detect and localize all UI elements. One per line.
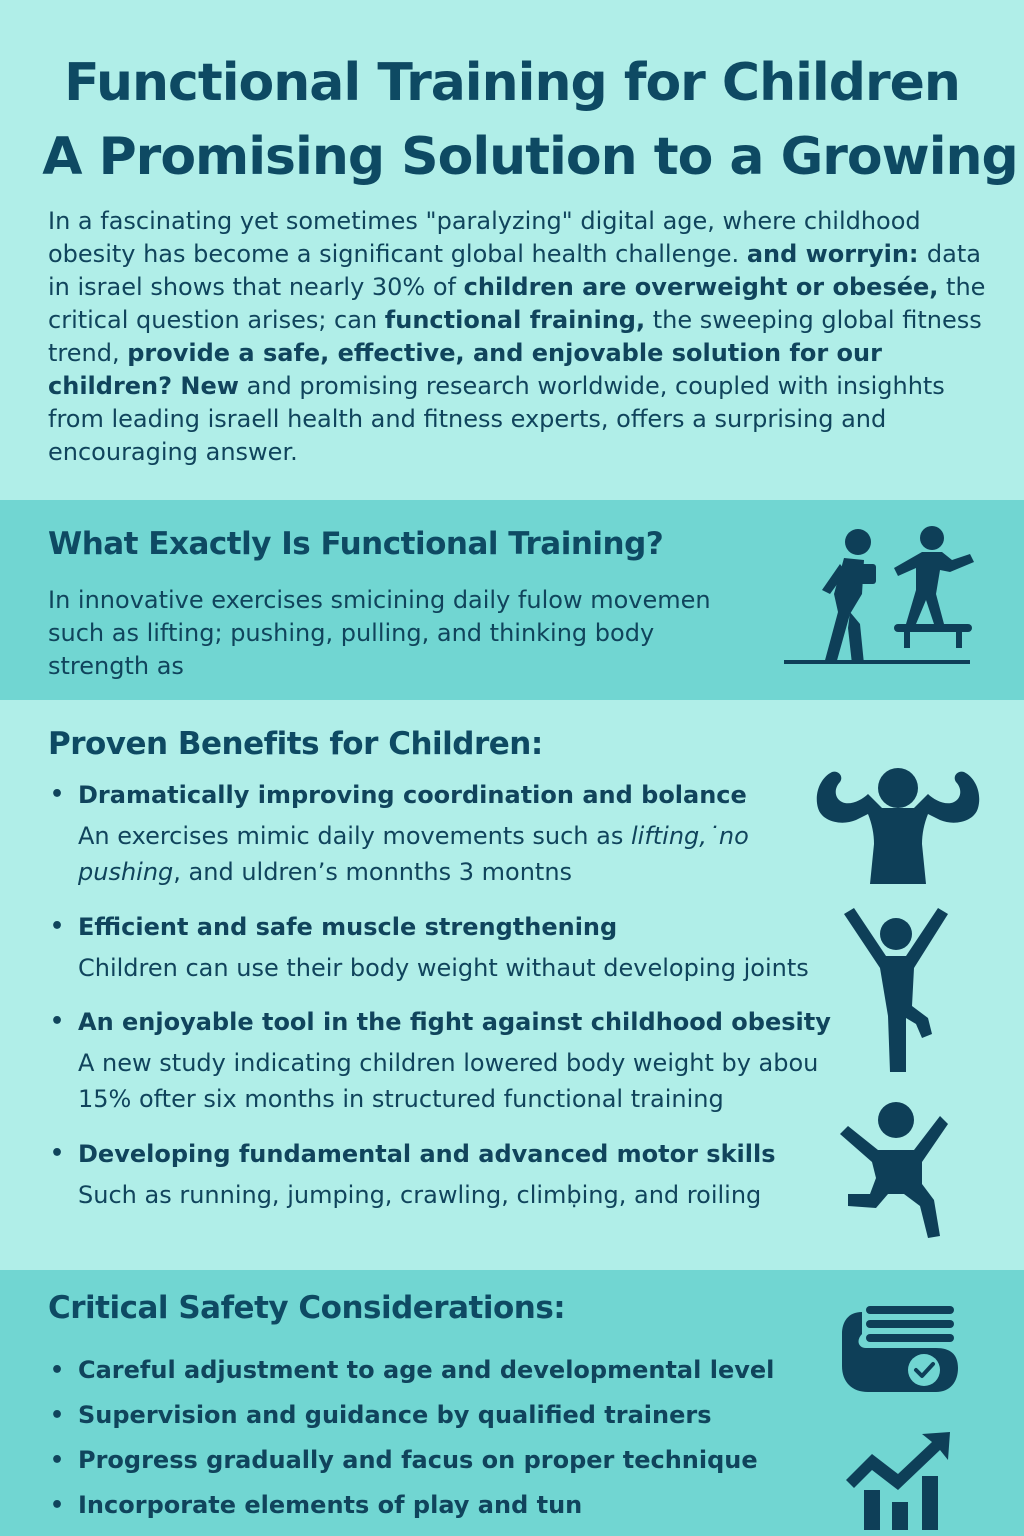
benefits-title: Proven Benefits for Children: bbox=[48, 726, 543, 762]
benefit-heading: • Efficient and safe muscle strengthening bbox=[48, 910, 848, 944]
benefit-description: An exercises mimic daily movements such as lifting,˙no pushing, and uldren’s monnths 3 montns bbox=[78, 822, 749, 886]
benefits-section bbox=[0, 700, 1024, 1270]
exercise-figures-icon bbox=[784, 524, 984, 674]
safety-item: • Careful adjustment to age and developmental level bbox=[48, 1348, 774, 1393]
page-title-line2: A Promising Solution to a Growing bbox=[42, 127, 1018, 187]
jumping-child-icon bbox=[836, 1098, 956, 1248]
benefit-heading: • Developing fundamental and advanced motor skills bbox=[48, 1137, 848, 1171]
what-is-title: What Exactly Is Functional Training? bbox=[48, 526, 664, 562]
what-is-body: In innovative exercises smicining daily fulow movemen such as lifting; pushing, pulling, and thinking body strength as bbox=[48, 586, 711, 680]
benefit-description: Children can use their body weight withaut developing joints bbox=[78, 954, 809, 982]
benefit-item bbox=[48, 910, 848, 986]
benefit-item bbox=[48, 778, 848, 890]
benefit-item bbox=[48, 1137, 848, 1213]
benefit-item bbox=[48, 1005, 848, 1117]
checklist-icon bbox=[840, 1304, 960, 1400]
intro-paragraph: In a fascinating yet sometimes "paralyzing" digital age, where childhood obesity has become a significant global health challenge. and worryin: data in israel shows that nearly 30% of children are overweight or obesée, the critical question arises; can functional fraining, the sweeping global fitness trend, provide a safe, effective, and enjovable solution for our children? New and promising research worldwide, coupled with insighhts from leading israell health and fitness experts, offers a surprising and encouraging answer. bbox=[48, 207, 986, 466]
benefit-description: A new study indicating children lowered body weight by abou 15% ofter six months in structured functional training bbox=[78, 1049, 819, 1113]
child-arms-up-icon bbox=[840, 906, 955, 1076]
benefit-heading: • Dramatically improving coordination and bolance bbox=[48, 778, 848, 812]
what-is-section bbox=[0, 500, 1024, 700]
safety-item: • Progress gradually and facus on proper technique bbox=[48, 1438, 774, 1483]
safety-list bbox=[48, 1348, 774, 1528]
benefit-description: Such as running, jumping, crawling, climḅing, and roiling bbox=[78, 1181, 762, 1209]
safety-section bbox=[0, 1270, 1024, 1536]
growth-chart-icon bbox=[842, 1428, 958, 1532]
safety-title: Critical Safety Considerations: bbox=[48, 1290, 566, 1326]
flexing-strongman-icon bbox=[812, 764, 982, 888]
benefit-heading: • An enjoyable tool in the fight against childhood obesity bbox=[48, 1005, 848, 1039]
safety-item: • Supervision and guidance by qualified trainers bbox=[48, 1393, 774, 1438]
page-title-line1: Functional Training for Children bbox=[64, 53, 960, 113]
safety-item: • Incorporate elements of play and tun bbox=[48, 1483, 774, 1528]
header-section bbox=[0, 0, 1024, 500]
